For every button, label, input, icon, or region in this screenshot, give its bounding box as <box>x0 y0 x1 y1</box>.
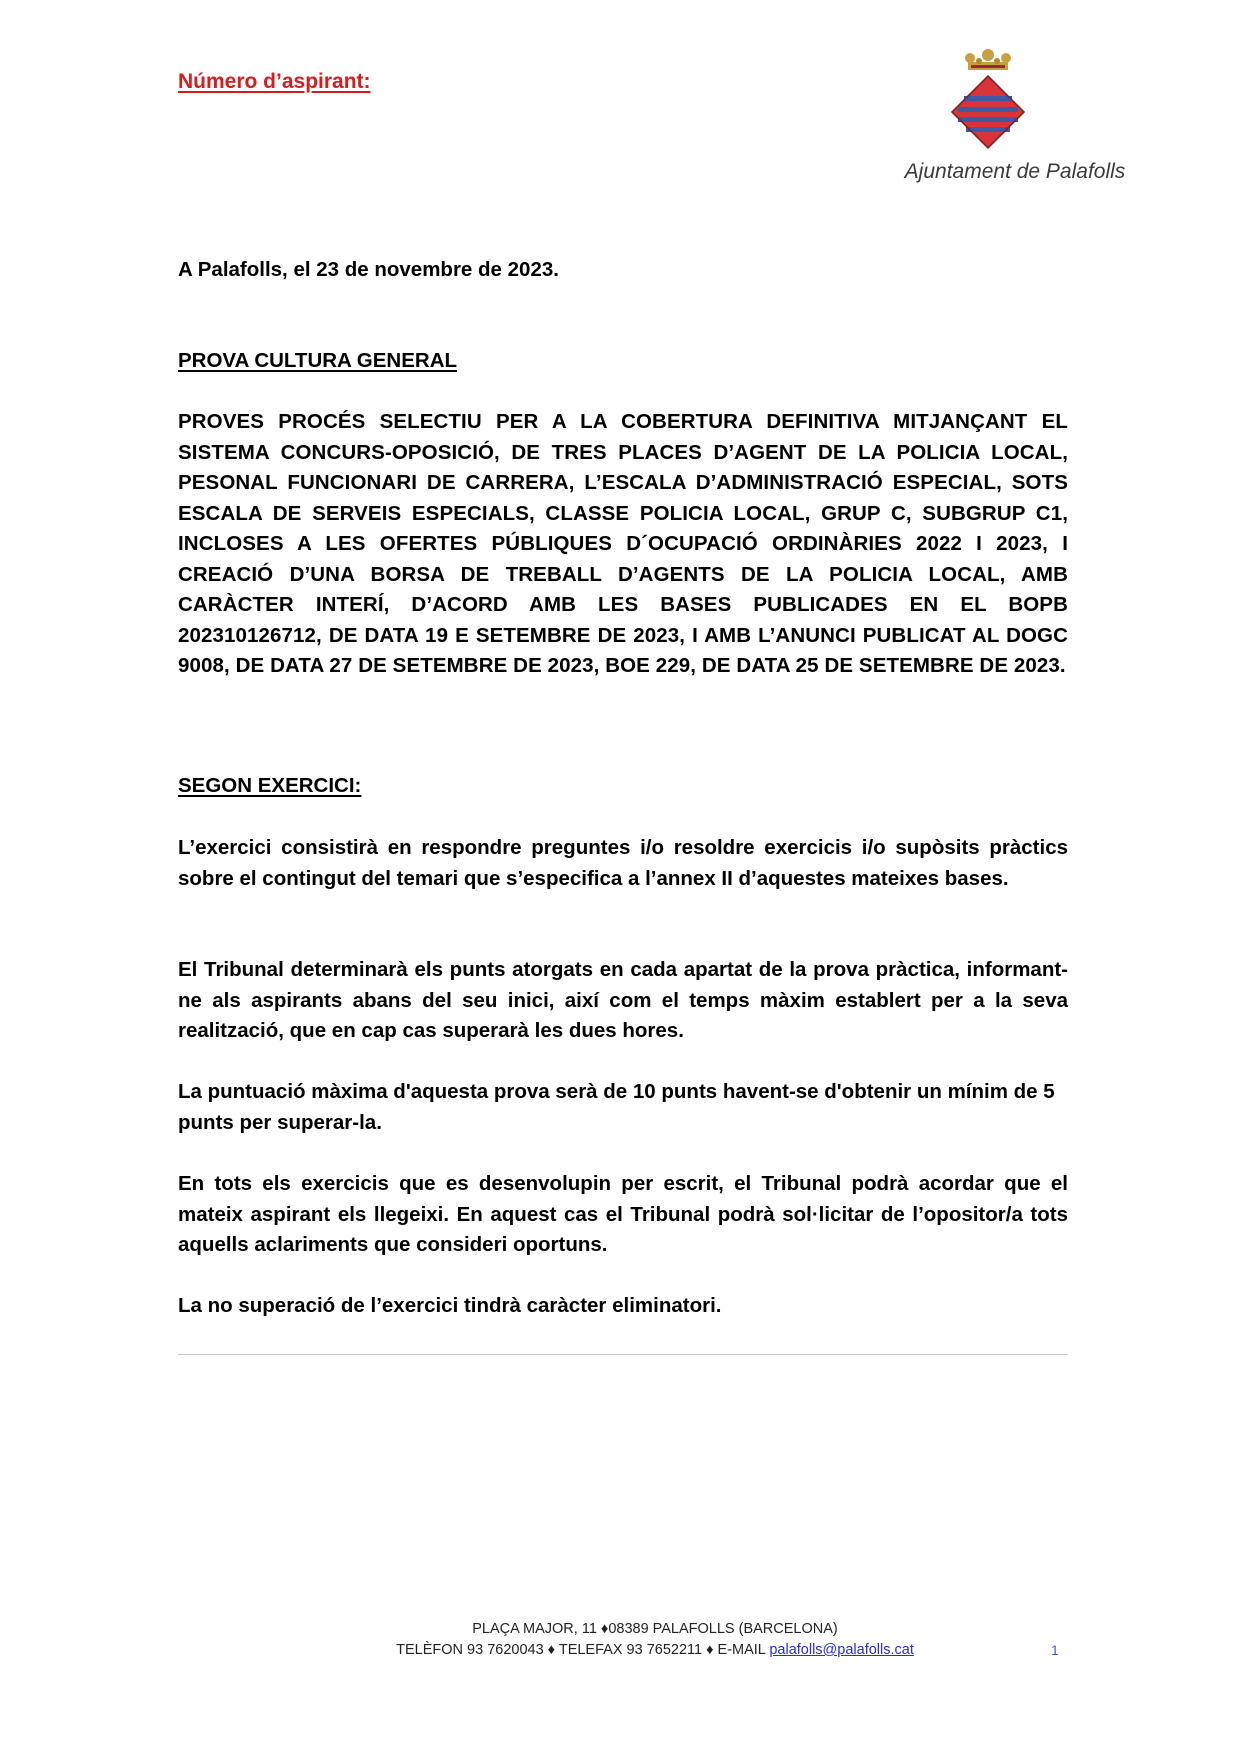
paragraph-5: La no superació de l’exercici tindrà caràcter eliminatori. <box>178 1294 722 1317</box>
crown-icon <box>965 49 1011 70</box>
intro-paragraph: PROVES PROCÉS SELECTIU PER A LA COBERTURA DEFINITIVA MITJANÇANT EL SISTEMA CONCURS-OPOSICIÓ, DE TRES PLACES D’AGENT DE LA POLICIA LOCAL, PESONAL FUNCIONARI DE CARRERA, L’ESCALA D’ADMINISTRACIÓ ESPECIAL, SOTS ESCALA DE SERVEIS ESPECIALS, CLASSE POLICIA LOCAL, GRUP C, SUBGRUP C1, INCLOSES A LES OFERTES PÚBLIQUES D´OCUPACIÓ ORDINÀRIES 2022 I 2023, I CREACIÓ D’UNA BORSA DE TREBALL D’AGENTS DE LA POLICIA LOCAL, AMB CARÀCTER INTERÍ, D’ACORD AMB LES BASES PUBLICADES EN EL BOPB 202310126712, DE DATA 19 E SETEMBRE DE 2023, I AMB L’ANUNCI PUBLICAT AL DOGC 9008, DE DATA 27 DE SETEMBRE DE 2023, BOE 229, DE DATA 25 DE SETEMBRE DE 2023. <box>178 410 1068 677</box>
paragraph-2: El Tribunal determinarà els punts atorgats en cada apartat de la prova pràctica, informant-ne als aspirants abans del seu inici, així com el temps màxim establert per a la seva realització, que en cap cas superarà les dues hores. <box>178 958 1068 1042</box>
section-title-exercici: SEGON EXERCICI: <box>178 774 362 797</box>
footer-address: PLAÇA MAJOR, 11 ♦08389 PALAFOLLS (BARCELONA) <box>472 1621 838 1637</box>
paragraph-4: En tots els exercicis que es desenvolupin per escrit, el Tribunal podrà acordar que el mateix aspirant els llegeixi. En aquest cas el Tribunal podrà sol·licitar de l’opositor/a tots aquells aclariments que consideri oportuns. <box>178 1172 1068 1256</box>
paragraph-1: L’exercici consistirà en respondre preguntes i/o resoldre exercicis i/o supòsits pràctics sobre el contingut del temari que s’especifica a l’annex II d’aquestes mateixes bases. <box>178 836 1068 890</box>
coat-of-arms-icon <box>938 48 1038 156</box>
footer <box>330 1619 980 1661</box>
municipality-logo <box>880 48 1150 198</box>
shield-icon <box>952 76 1024 148</box>
aspirant-number-label: Número d’aspirant: <box>178 70 371 93</box>
section-title-cultura: PROVA CULTURA GENERAL <box>178 349 458 372</box>
footer-contact-text: TELÈFON 93 7620043 ♦ TELEFAX 93 7652211 ♦ E-MAIL <box>396 1642 770 1658</box>
footer-contact <box>330 1640 980 1661</box>
footer-email-link[interactable]: palafolls@palafolls.cat <box>769 1642 914 1658</box>
divider <box>178 1354 1068 1355</box>
page-number: 1 <box>1051 1642 1059 1658</box>
paragraph-3: La puntuació màxima d'aquesta prova serà de 10 punts havent-se d'obtenir un mínim de 5 punts per superar-la. <box>178 1080 1055 1134</box>
logo-text: Ajuntament de Palafolls <box>904 160 1126 183</box>
document-date: A Palafolls, el 23 de novembre de 2023. <box>178 258 559 281</box>
